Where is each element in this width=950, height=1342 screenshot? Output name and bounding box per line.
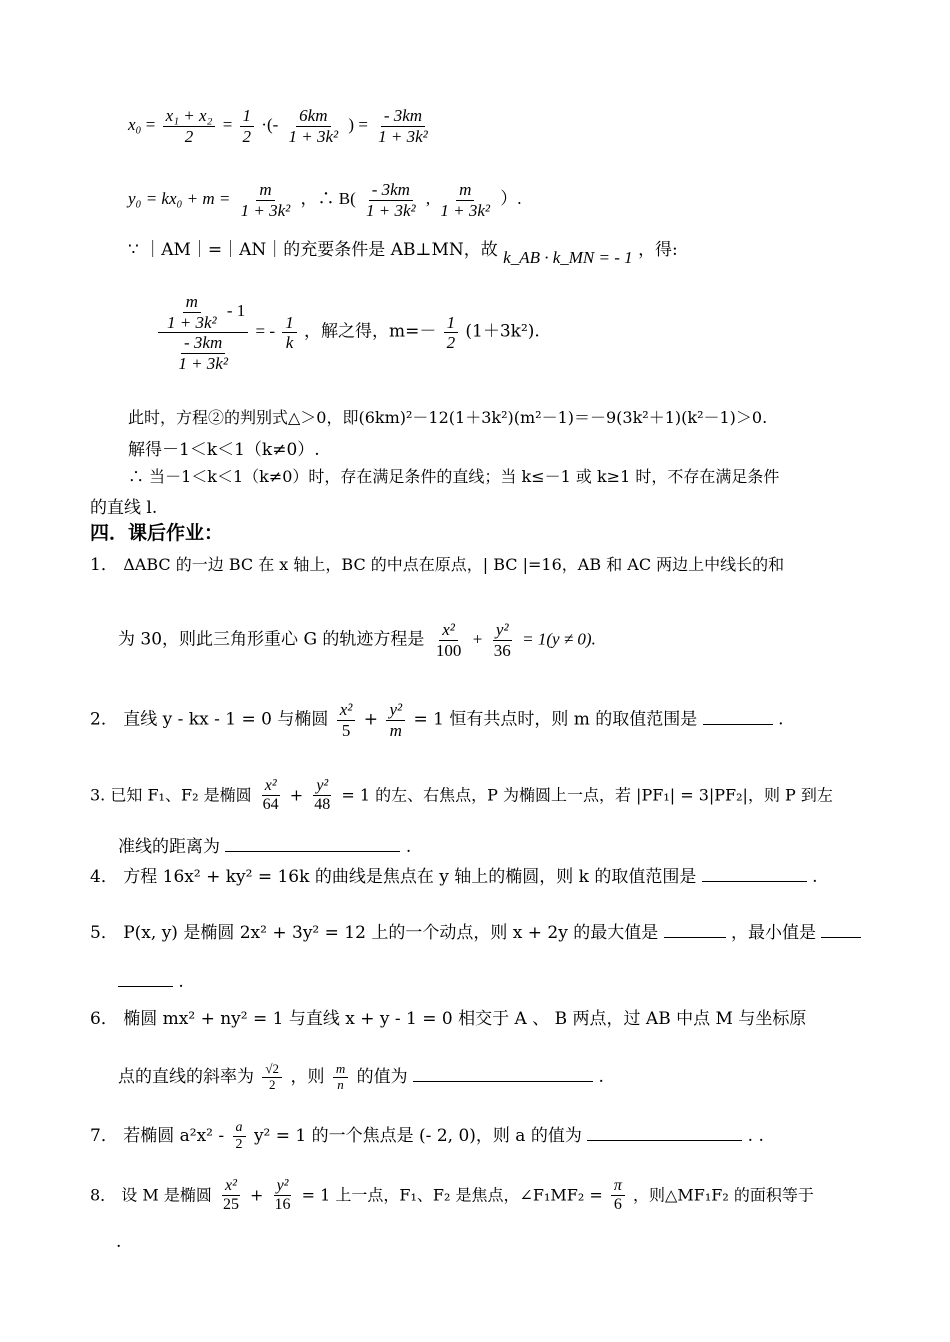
conclusion-line-2: 的直线 l. bbox=[90, 498, 158, 518]
problem-8-number: 8． bbox=[90, 1185, 117, 1205]
p6-slope-fraction: $\frac{√2}{2}$ bbox=[262, 1062, 282, 1093]
p3-answer-blank[interactable] bbox=[225, 850, 400, 852]
problem-1-line-2: 为 30，则此三角形重心 G 的轨迹方程是 $\frac{\text{x²}}{100}$ + $\frac{\text{y²}}{36}$ = 1(y ≠ 0). bbox=[118, 620, 596, 660]
p7-fraction: $\frac{a}{2}$ bbox=[233, 1120, 246, 1153]
problem-5-line-1: 5． P(x, y) 是椭圆 2x² + 3y² = 12 上的一个动点，则 x + 2y 的最大值是 ，最小值是 bbox=[90, 918, 861, 943]
y0-fraction: $\frac{m}{\text{1 + 3k²}}$ bbox=[240, 180, 291, 220]
p5-max-blank[interactable] bbox=[664, 936, 726, 938]
problem-3-number: 3. bbox=[90, 785, 106, 805]
half-fraction: $\frac{1}{2}$ bbox=[240, 106, 255, 146]
problem-3-line-2: 准线的距离为 . bbox=[118, 837, 412, 857]
problem-8-line-1: 8． 设 M 是椭圆 $\frac{\text{x²}}{25}$ + $\frac{\text{y²}}{16}$ = 1 上一点，F₁、F₂ 是焦点，∠F₁MF₂ = $\frac{\pi}{6}$ ，则△MF₁F₂ 的面积等于 bbox=[90, 1177, 814, 1214]
p7-answer-blank[interactable] bbox=[587, 1139, 742, 1141]
problem-5-number: 5． bbox=[90, 923, 118, 943]
p8-y-fraction: $\frac{\text{y²}}{16}$ bbox=[274, 1177, 291, 1214]
one-over-k-fraction: $\frac{1}{k}$ bbox=[282, 313, 297, 353]
problem-1-number: 1． bbox=[90, 555, 118, 575]
problem-2: 2． 直线 y - kx - 1 = 0 与椭圆 $\frac{\text{x²}}{5}$ + $\frac{\text{y²}}{m}$ = 1 恒有共点时，则 m 的取值范围是 . bbox=[90, 700, 784, 740]
p5-min-blank-1[interactable] bbox=[821, 936, 861, 938]
problem-5-line-2: . bbox=[118, 972, 184, 992]
solved-line: 解得－1＜k＜1（k≠0）. bbox=[128, 440, 320, 460]
solve-text: ，解之得，m=－ bbox=[304, 321, 437, 342]
slope-product: k_AB · k_MN = - 1 bbox=[503, 248, 633, 267]
problem-8-line-2: . bbox=[116, 1232, 122, 1252]
p3-y-fraction: $\frac{\text{y²}}{48}$ bbox=[314, 777, 331, 814]
p1-x-fraction: $\frac{\text{x²}}{100}$ bbox=[435, 620, 462, 660]
minus-half-fraction: $\frac{1}{2}$ bbox=[444, 313, 459, 353]
problem-7-number: 7． bbox=[90, 1126, 118, 1147]
therefore-b: ，∴ B( bbox=[300, 188, 356, 208]
x0-equation: x₀ = $\frac{\text{x₁ + x₂}}{2}$ = $\frac{1}{2}$ ·(- $\frac{6km}{\text{1 + 3k²}}$ ) = $\frac{- 3km}{\text{1 + 3k²}}$ bbox=[128, 106, 434, 146]
problem-4: 4． 方程 16x² + ky² = 16k 的曲线是焦点在 y 轴上的椭圆，则 k 的取值范围是 . bbox=[90, 867, 818, 887]
p8-angle-fraction: $\frac{\pi}{6}$ bbox=[611, 1177, 625, 1215]
problem-6-line-1: 6． 椭圆 mx² + ny² = 1 与直线 x + y - 1 = 0 相交于 A 、 B 两点，过 AB 中点 M 与坐标原 bbox=[90, 1009, 807, 1029]
x0-mean-fraction: $\frac{\text{x₁ + x₂}}{2}$ bbox=[163, 106, 216, 146]
b-y-fraction: $\frac{m}{\text{1 + 3k²}}$ bbox=[440, 180, 491, 220]
problem-6-line-2: 点的直线的斜率为 $\frac{√2}{2}$ ，则 $\frac{m}{n}$ 的值为 . bbox=[118, 1061, 604, 1092]
y0-lhs: y₀ = kx₀ + m = bbox=[128, 188, 231, 208]
complex-fraction-equation: $\frac{m}{\text{1 + 3k²}}$ - 1 $\frac{- 3km}{\text{1 + 3k²}}$ = - $\frac{1}{k}$ ，解之得，m=－ $\frac{1}{2}$ (1＋3k²). bbox=[155, 292, 540, 373]
p6-answer-blank[interactable] bbox=[413, 1080, 593, 1082]
x0-result-fraction: $\frac{- 3km}{\text{1 + 3k²}}$ bbox=[378, 106, 428, 146]
discriminant-line: 此时，方程②的判别式△＞0，即(6km)²－12(1＋3k²)(m²－1)＝－9(3k²＋1)(k²－1)＞0. bbox=[128, 408, 768, 427]
p1-y-fraction: $\frac{\text{y²}}{36}$ bbox=[493, 620, 511, 660]
b-x-fraction: $\frac{- 3km}{\text{1 + 3k²}}$ bbox=[366, 180, 416, 220]
y0-equation: y₀ = kx₀ + m = $\frac{m}{\text{1 + 3k²}}$ ，∴ B( $\frac{- 3km}{\text{1 + 3k²}}$ , $\frac{m}{\text{1 + 3k²}}$ ）. bbox=[128, 180, 522, 220]
p2-answer-blank[interactable] bbox=[703, 723, 773, 725]
p2-x-fraction: $\frac{\text{x²}}{5}$ bbox=[337, 700, 356, 740]
problem-1-line-1: 1． ΔABC 的一边 BC 在 x 轴上，BC 的中点在原点，| BC |=16，AB 和 AC 两边上中线长的和 bbox=[90, 555, 785, 575]
p6-mn-fraction: $\frac{m}{n}$ bbox=[333, 1062, 348, 1093]
x0-sum-fraction: $\frac{6km}{\text{1 + 3k²}}$ bbox=[288, 106, 339, 146]
p3-x-fraction: $\frac{\text{x²}}{64}$ bbox=[262, 777, 279, 814]
problem-6-number: 6． bbox=[90, 1009, 118, 1029]
p8-x-fraction: $\frac{\text{x²}}{25}$ bbox=[222, 1177, 239, 1214]
x0-lhs: x₀ bbox=[128, 114, 142, 134]
problem-3-line-1: 3. 已知 F₁、F₂ 是椭圆 $\frac{\text{x²}}{64}$ + $\frac{\text{y²}}{48}$ = 1 的左、右焦点，P 为椭圆上一点，若 |PF₁| = 3|PF₂|，则 P 到左 bbox=[90, 777, 833, 814]
problem-2-number: 2． bbox=[90, 709, 118, 730]
section-heading: 四．课后作业： bbox=[90, 522, 224, 544]
problem-4-number: 4． bbox=[90, 867, 118, 887]
p2-y-fraction: $\frac{\text{y²}}{m}$ bbox=[386, 700, 405, 740]
p4-answer-blank[interactable] bbox=[702, 880, 807, 882]
condition-line: ∵ ｜AM｜=｜AN｜的充要条件是 AB⊥MN，故 k_AB · k_MN = - 1 ，得: bbox=[128, 240, 678, 267]
p5-min-blank-2[interactable] bbox=[118, 985, 173, 987]
complex-fraction: $\frac{m}{\text{1 + 3k²}}$ - 1 $\frac{- 3km}{\text{1 + 3k²}}$ bbox=[158, 292, 248, 373]
problem-7: 7． 若椭圆 a²x² - $\frac{a}{2}$ y² = 1 的一个焦点是 (- 2, 0)，则 a 的值为 . . bbox=[90, 1120, 764, 1153]
conclusion-line-1: ∴ 当－1＜k＜1（k≠0）时，存在满足条件的直线；当 k≤－1 或 k≥1 时，不存在满足条件 bbox=[128, 467, 780, 486]
